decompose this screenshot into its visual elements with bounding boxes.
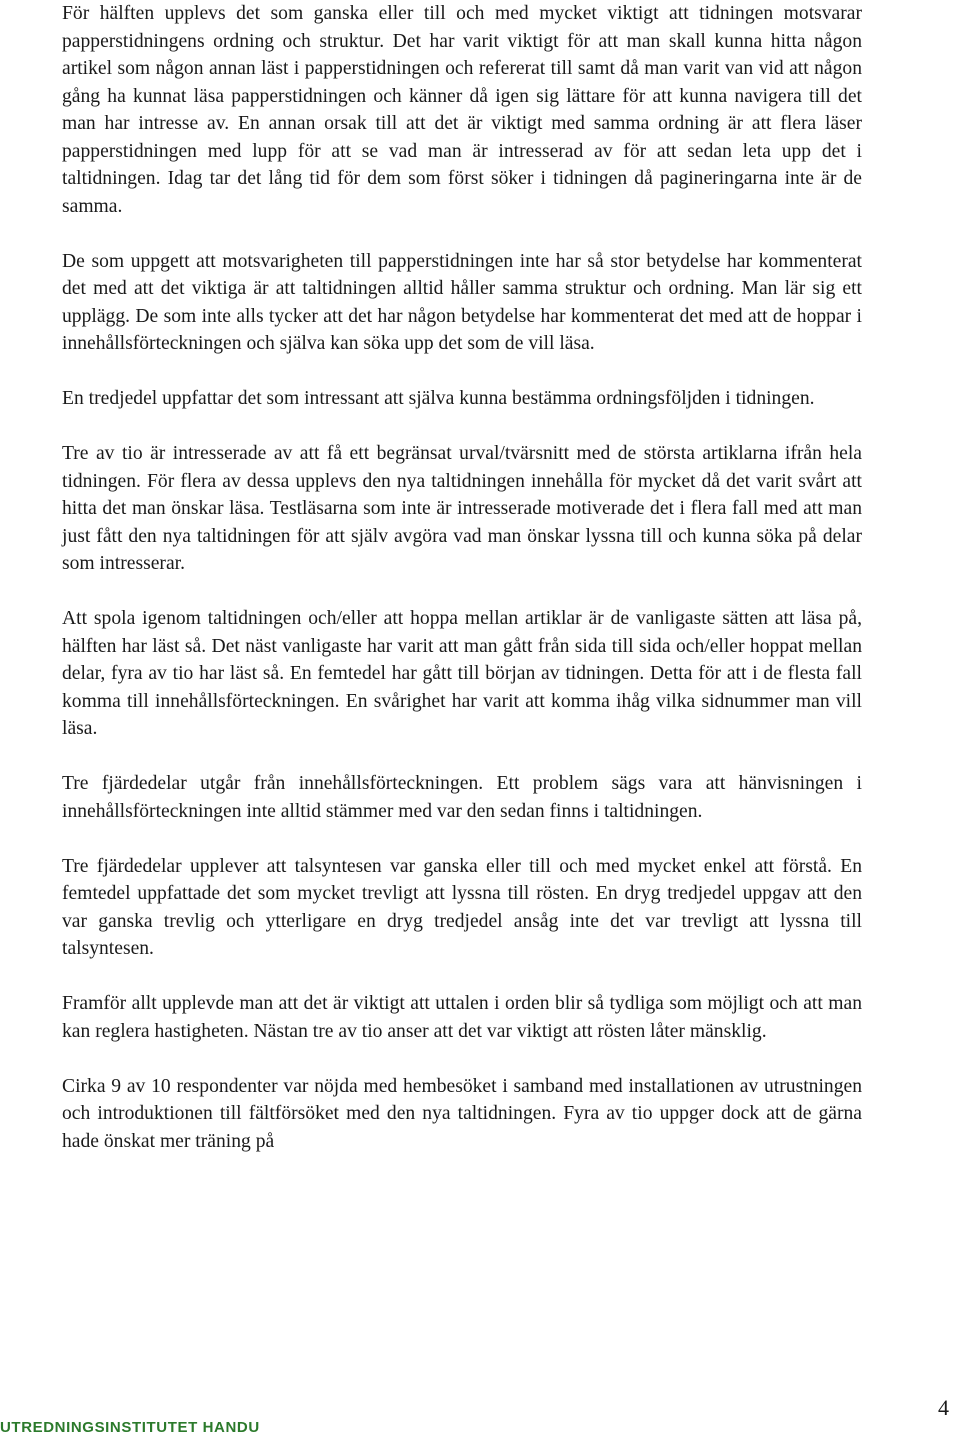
document-body (62, 0, 862, 1155)
paragraph-4: Tre av tio är intresserade av att få ett begränsat urval/tvärsnitt med de största artiklarna ifrån hela tidningen. För flera av dessa upplevs den nya taltidningen innehålla för mycket då det varit svårt att hitta det man önskar läsa. Testläsarna som inte är intresserade motiverade det i flera fall med att man just fått den nya taltidningen för att själv avgöra vad man önskar lyssna till och kunna söka på delar som intresserar. (62, 443, 862, 574)
paragraph-7: Tre fjärdedelar upplever att talsyntesen var ganska eller till och med mycket enkel att förstå. En femtedel uppfattade det som mycket trevligt att lyssna till rösten. En dryg tredjedel uppgav att den var ganska trevlig och ytterligare en dryg tredjedel ansåg inte det var trevligt att lyssna till talsyntesen. (62, 855, 862, 959)
paragraph-9: Cirka 9 av 10 respondenter var nöjda med hembesöket i samband med installationen av utrustningen och introduktionen till fältförsöket med den nya taltidningen. Fyra av tio uppger dock att de gärna hade önskat mer träning på (62, 1075, 862, 1152)
paragraph-5: Att spola igenom taltidningen och/eller att hoppa mellan artiklar är de vanligaste sätten att läsa på, hälften har läst så. Det näst vanligaste har varit att man gått från sida till sida och/eller hoppat mellan delar, fyra av tio har läst så. En femtedel har gått till början av tidningen. Detta för att i de flesta fall komma till innehållsförteckningen. En svårighet har varit att komma ihåg vilka sidnummer man vill läsa. (62, 608, 862, 739)
paragraph-8: Framför allt upplevde man att det är viktigt att uttalen i orden blir så tydliga som möjligt och att man kan reglera hastigheten. Nästan tre av tio anser att det var viktigt att rösten låter mänsklig. (62, 993, 862, 1042)
paragraph-3: En tredjedel uppfattar det som intressant att själva kunna bestämma ordningsföljden i tidningen. (62, 388, 815, 409)
paragraph-1: För hälften upplevs det som ganska eller till och med mycket viktigt att tidningen motsvarar papperstidningens ordning och struktur. Det har varit viktigt för att man skall kunna hitta någon artikel som någon annan läst i papperstidningen och refererat till samt då man varit van vid att någon gång ha kunnat läsa papperstidningen och känner då igen sig lättare för att kunna navigera till det man har intresse av. En annan orsak till att det är viktigt med samma ordning är att flera läser papperstidningen med lupp för att se vad man är intresserad av för att sedan leta upp det i taltidningen. Idag tar det lång tid för dem som först söker i tidningen då pagineringarna inte är de samma. (62, 3, 862, 217)
page-number: 4 (938, 1395, 949, 1420)
paragraph-2: De som uppgett att motsvarigheten till papperstidningen inte har så stor betydelse har kommenterat det med att det viktiga är att taltidningen alltid håller samma struktur och ordning. Man lär sig ett upplägg. De som inte alls tycker att det har någon betydelse har kommenterat det med att de hoppar i innehållsförteckningen och själva kan söka upp det som de vill läsa. (62, 250, 862, 354)
paragraph-6: Tre fjärdedelar utgår från innehållsförteckningen. Ett problem sägs vara att hänvisningen i innehållsförteckningen inte alltid stämmer med var den sedan finns i taltidningen. (62, 773, 862, 822)
footer-organization: UTREDNINGSINSTITUTET HANDU (0, 1419, 260, 1436)
